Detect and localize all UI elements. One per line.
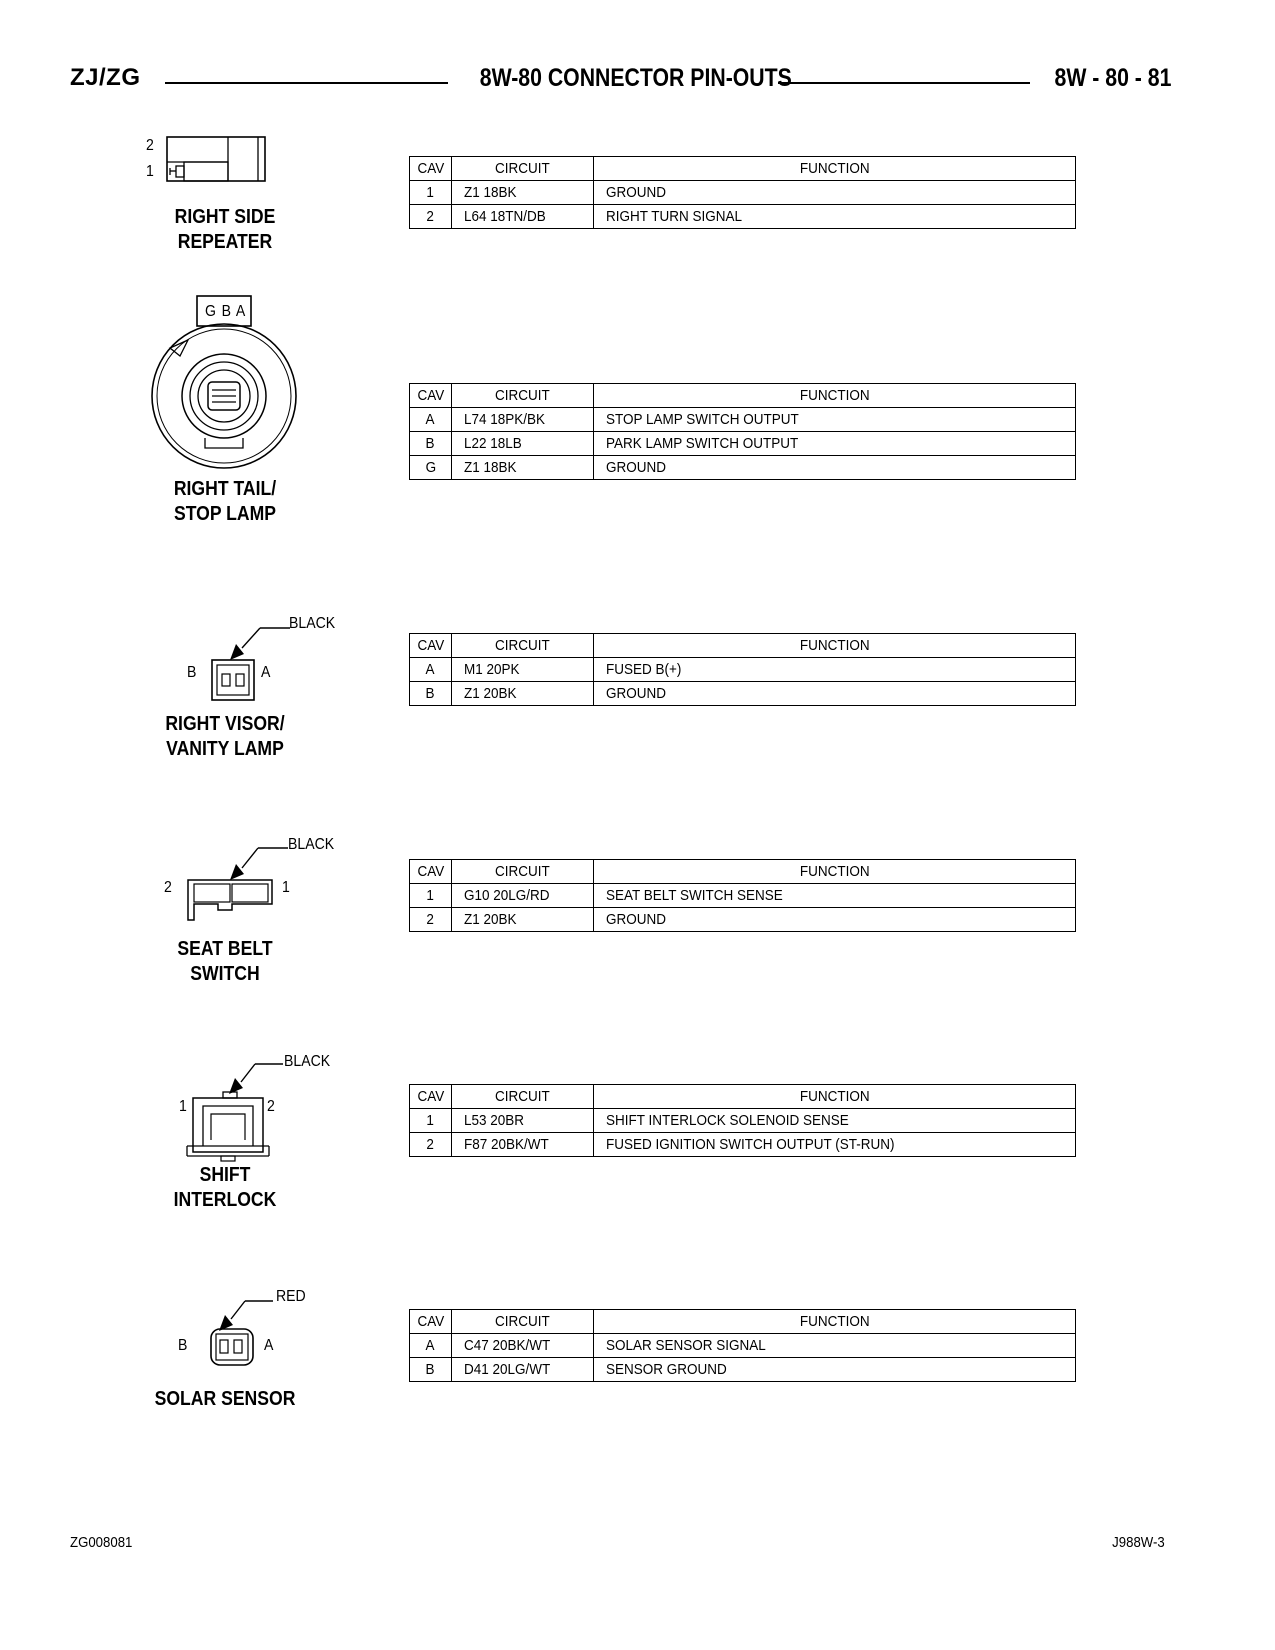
circuit-cell: M1 20PK (452, 658, 594, 682)
circuit-cell: L22 18LB (452, 432, 594, 456)
pinout-table (409, 1084, 1076, 1157)
connector-name (137, 205, 313, 255)
function-cell: FUSED IGNITION SWITCH OUTPUT (ST-RUN) (594, 1133, 1076, 1157)
circuit-cell: Z1 18BK (452, 456, 594, 480)
table-header-row (410, 1310, 1076, 1334)
function-cell: GROUND (594, 908, 1076, 932)
shift-pin-1-label: 1 (179, 1098, 187, 1115)
circuit-cell: Z1 18BK (452, 181, 594, 205)
connector-name-line1: RIGHT VISOR/ (165, 713, 285, 735)
table-row (410, 408, 1076, 432)
circuit-cell: D41 20LG/WT (452, 1358, 594, 1382)
cav-cell: 2 (410, 205, 452, 229)
cav-header: CAV (410, 634, 452, 658)
connector-name-line2: REPEATER (177, 231, 273, 253)
repeater-pin-2-label: 2 (146, 137, 154, 154)
wire-color-label: RED (276, 1288, 306, 1305)
function-cell: SEAT BELT SWITCH SENSE (594, 884, 1076, 908)
table-header-row (410, 384, 1076, 408)
pinout-table (409, 156, 1076, 229)
solar-pin-b-label: B (178, 1337, 188, 1354)
table-row (410, 456, 1076, 480)
table-row (410, 1133, 1076, 1157)
table-row (410, 1358, 1076, 1382)
page-title: 8W-80 CONNECTOR PIN-OUTS (479, 64, 792, 92)
cav-cell: B (410, 1358, 452, 1382)
function-header: FUNCTION (594, 1085, 1076, 1109)
cav-cell: 1 (410, 181, 452, 205)
cav-header: CAV (410, 157, 452, 181)
pinout-table (409, 1309, 1076, 1382)
header-rule-left (165, 82, 448, 84)
cav-cell: G (410, 456, 452, 480)
function-cell: GROUND (594, 456, 1076, 480)
pinout-table (409, 859, 1076, 932)
connector-name-line1: RIGHT SIDE (174, 206, 276, 228)
table-row (410, 1109, 1076, 1133)
connector-name-line1: SHIFT (199, 1164, 251, 1186)
circuit-header: CIRCUIT (452, 634, 594, 658)
seat-belt-pin-2-label: 2 (164, 879, 172, 896)
circuit-header: CIRCUIT (452, 384, 594, 408)
table-header-row (410, 860, 1076, 884)
function-header: FUNCTION (594, 157, 1076, 181)
cav-header: CAV (410, 1310, 452, 1334)
shift-pin-2-label: 2 (267, 1098, 275, 1115)
circuit-cell: Z1 20BK (452, 908, 594, 932)
circuit-cell: F87 20BK/WT (452, 1133, 594, 1157)
cav-cell: A (410, 408, 452, 432)
seat-belt-pin-1-label: 1 (282, 879, 290, 896)
repeater-connector-icon (140, 128, 280, 188)
cav-cell: A (410, 658, 452, 682)
connector-name-line2: INTERLOCK (173, 1189, 277, 1211)
wire-color-label: BLACK (289, 615, 336, 632)
table-row (410, 1334, 1076, 1358)
page-number: 8W - 80 - 81 (1054, 64, 1172, 92)
function-header: FUNCTION (594, 384, 1076, 408)
connector-name-line1: SOLAR SENSOR (154, 1388, 296, 1410)
vehicle-model: ZJ/ZG (70, 64, 141, 91)
repeater-pin-1-label: 1 (146, 163, 154, 180)
cav-cell: B (410, 682, 452, 706)
cav-header: CAV (410, 860, 452, 884)
function-header: FUNCTION (594, 860, 1076, 884)
circuit-cell: L74 18PK/BK (452, 408, 594, 432)
footer-doc-id: ZG008081 (70, 1534, 133, 1551)
table-row (410, 181, 1076, 205)
function-cell: FUSED B(+) (594, 658, 1076, 682)
connector-name-line1: SEAT BELT (177, 938, 273, 960)
function-cell: SENSOR GROUND (594, 1358, 1076, 1382)
circuit-cell: L53 20BR (452, 1109, 594, 1133)
function-cell: PARK LAMP SWITCH OUTPUT (594, 432, 1076, 456)
cav-header: CAV (410, 1085, 452, 1109)
wire-color-label: BLACK (288, 836, 335, 853)
function-header: FUNCTION (594, 634, 1076, 658)
tail-lamp-cavity-labels: G B A (205, 303, 247, 320)
function-cell: GROUND (594, 181, 1076, 205)
solar-pin-a-label: A (264, 1337, 274, 1354)
cav-cell: 2 (410, 1133, 452, 1157)
circuit-cell: G10 20LG/RD (452, 884, 594, 908)
visor-pin-b-label: B (187, 664, 197, 681)
connector-name (137, 712, 313, 762)
connector-name (137, 477, 313, 527)
cav-cell: A (410, 1334, 452, 1358)
connector-name-line1: RIGHT TAIL/ (173, 478, 277, 500)
circuit-cell: C47 20BK/WT (452, 1334, 594, 1358)
cav-cell: 1 (410, 1109, 452, 1133)
connector-name-line2: VANITY LAMP (166, 738, 284, 760)
connector-name (137, 937, 313, 987)
footer-ref-id: J988W-3 (1112, 1534, 1165, 1551)
function-cell: SOLAR SENSOR SIGNAL (594, 1334, 1076, 1358)
circuit-header: CIRCUIT (452, 1310, 594, 1334)
cav-header: CAV (410, 384, 452, 408)
table-row (410, 205, 1076, 229)
table-header-row (410, 634, 1076, 658)
function-cell: STOP LAMP SWITCH OUTPUT (594, 408, 1076, 432)
circuit-header: CIRCUIT (452, 1085, 594, 1109)
cav-cell: 1 (410, 884, 452, 908)
function-cell: RIGHT TURN SIGNAL (594, 205, 1076, 229)
connector-name (137, 1387, 313, 1412)
pinout-table (409, 383, 1076, 480)
table-header-row (410, 1085, 1076, 1109)
table-row (410, 908, 1076, 932)
table-row (410, 682, 1076, 706)
table-header-row (410, 157, 1076, 181)
circuit-header: CIRCUIT (452, 860, 594, 884)
wire-color-label: BLACK (284, 1053, 331, 1070)
table-row (410, 658, 1076, 682)
function-cell: SHIFT INTERLOCK SOLENOID SENSE (594, 1109, 1076, 1133)
cav-cell: 2 (410, 908, 452, 932)
connector-name-line2: SWITCH (190, 963, 260, 985)
cav-cell: B (410, 432, 452, 456)
circuit-header: CIRCUIT (452, 157, 594, 181)
table-row (410, 884, 1076, 908)
table-row (410, 432, 1076, 456)
visor-pin-a-label: A (261, 664, 271, 681)
circuit-cell: Z1 20BK (452, 682, 594, 706)
pinout-table (409, 633, 1076, 706)
tail-lamp-connector-icon (150, 296, 300, 476)
connector-name (137, 1163, 313, 1213)
circuit-cell: L64 18TN/DB (452, 205, 594, 229)
function-header: FUNCTION (594, 1310, 1076, 1334)
function-cell: GROUND (594, 682, 1076, 706)
connector-name-line2: STOP LAMP (173, 503, 277, 525)
header-rule-right (778, 82, 1030, 84)
